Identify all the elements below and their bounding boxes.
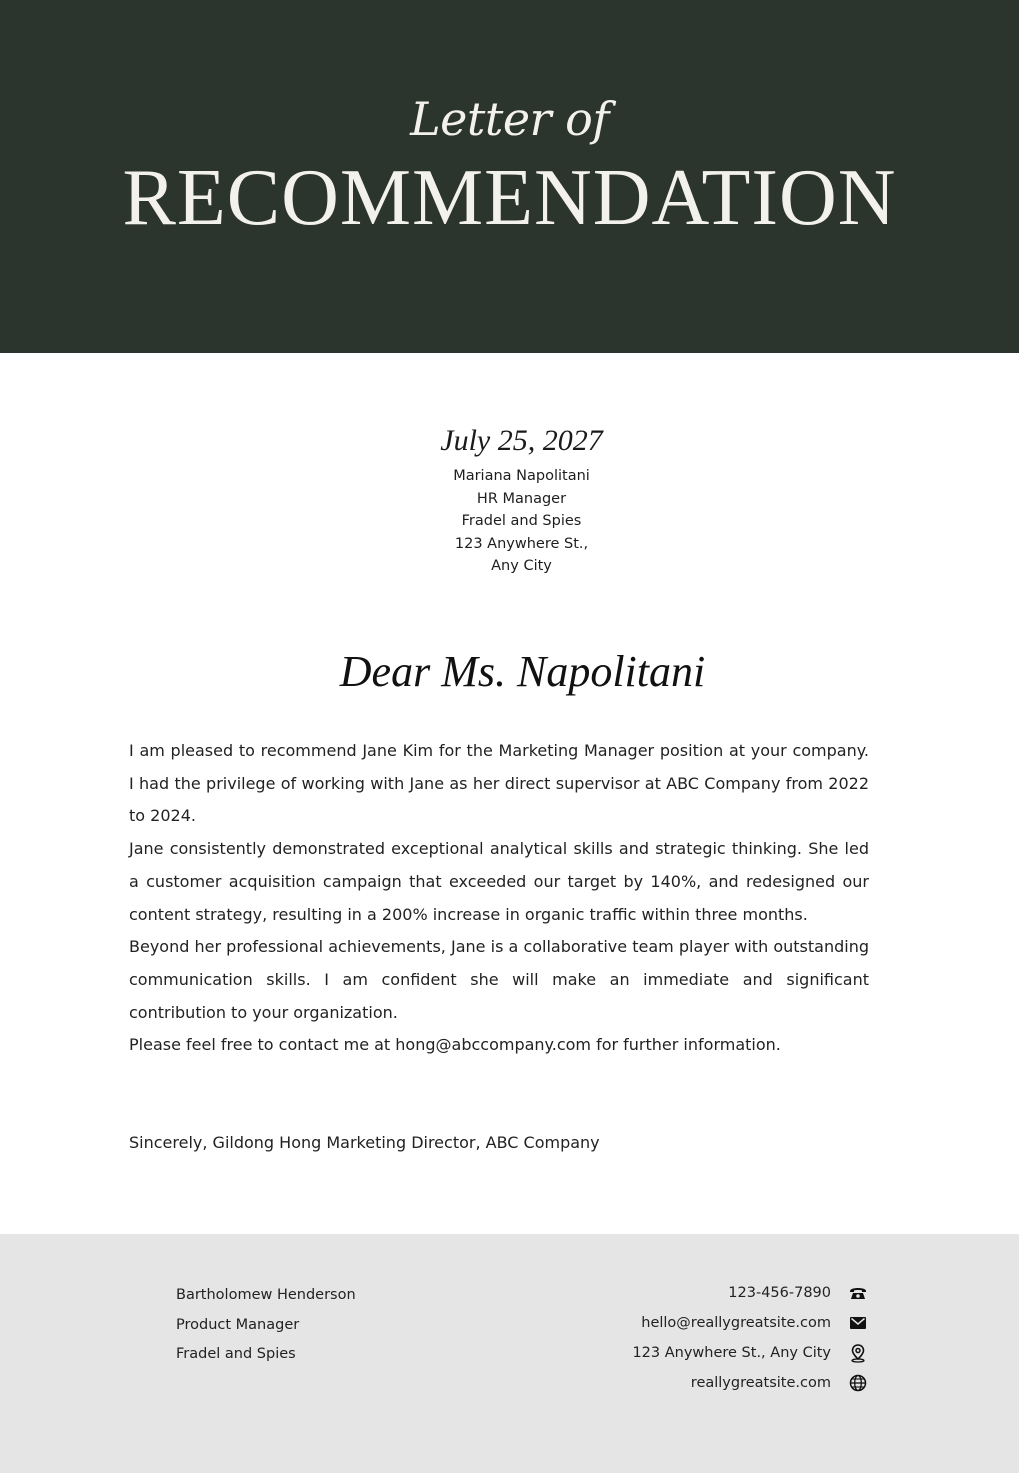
letter-body xyxy=(129,735,869,1062)
phone-icon xyxy=(847,1282,869,1304)
body-paragraph: Jane consistently demonstrated exceptional analytical skills and strategic thinking. She led a customer acquisition campaign that exceeded our target by 140%, and redesigned our content strategy, resulting in a 200% increase in organic traffic within three months. xyxy=(129,839,869,924)
sender-name: Bartholomew Henderson xyxy=(176,1287,356,1303)
recipient-street: 123 Anywhere St., xyxy=(454,535,589,552)
phone-text: 123-456-7890 xyxy=(728,1285,831,1301)
recipient-city: Any City xyxy=(491,558,552,574)
contact-website xyxy=(691,1371,869,1395)
letter-date: July 25, 2027 xyxy=(440,424,603,457)
body-paragraph: I am pleased to recommend Jane Kim for the Marketing Manager position at your company. I had the privilege of working with Jane as her direct supervisor at ABC Company from 2022 to 2024. xyxy=(129,741,869,826)
address-text: 123 Anywhere St., Any City xyxy=(632,1345,831,1361)
recipient-name: Mariana Napolitani xyxy=(453,468,590,484)
recipient-title: HR Manager xyxy=(476,490,567,507)
sender-title: Product Manager xyxy=(176,1316,300,1333)
contact-email xyxy=(641,1311,869,1335)
title-main: RECOMMENDATION xyxy=(122,154,897,242)
body-paragraph: Beyond her professional achievements, Jane is a collaborative team player with outstanding communication skills. I am confident she will make an immediate and significant contribution to your organization. xyxy=(129,937,869,1022)
body-paragraph: Please feel free to contact me at hong@abccompany.com for further information. xyxy=(129,1035,781,1055)
envelope-icon xyxy=(847,1312,869,1334)
recipient-company: Fradel and Spies xyxy=(461,513,582,529)
email-text: hello@reallygreatsite.com xyxy=(641,1315,831,1331)
recipient-block xyxy=(0,465,1019,578)
globe-icon xyxy=(847,1372,869,1394)
title-script: Letter of xyxy=(410,92,609,146)
contact-address xyxy=(632,1341,869,1365)
location-pin-icon xyxy=(847,1342,869,1364)
sender-company: Fradel and Spies xyxy=(176,1346,296,1362)
website-text: reallygreatsite.com xyxy=(690,1375,831,1391)
contact-phone xyxy=(728,1281,869,1305)
letter-closing: Sincerely, Gildong Hong Marketing Director, ABC Company xyxy=(129,1133,600,1152)
sender-block xyxy=(176,1281,356,1370)
salutation: Dear Ms. Napolitani xyxy=(339,647,706,696)
header-banner xyxy=(0,0,1019,353)
